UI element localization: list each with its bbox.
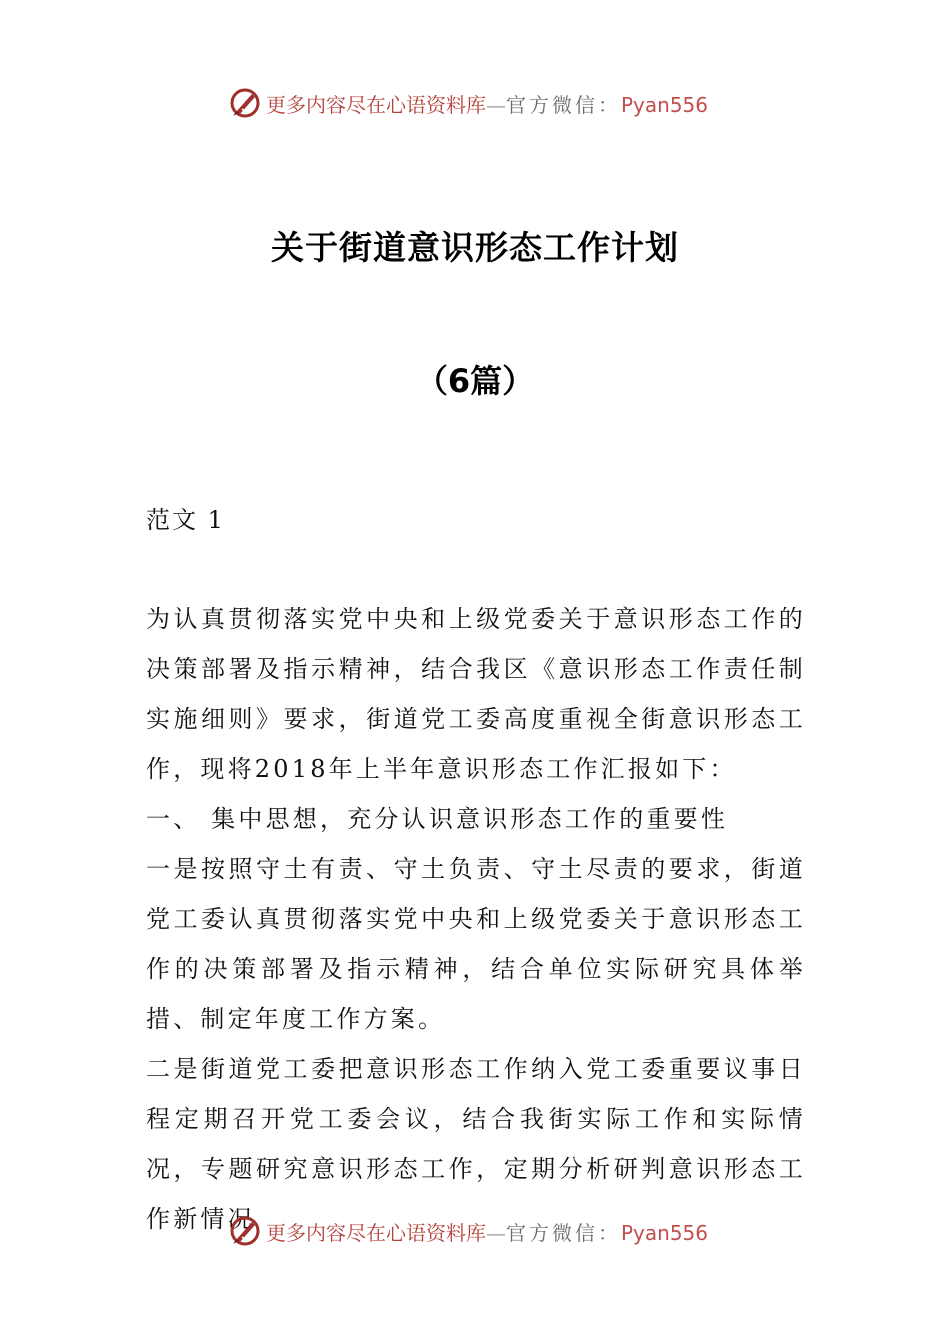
paragraph-intro: 为认真贯彻落实党中央和上级党委关于意识形态工作的决策部署及指示精神，结合我区《意识形态工作责任制实施细则》要求，街道党工委高度重视全街意识形态工作，现将2018年上半年意识形态工作汇报如下： <box>146 605 806 783</box>
watermark-official-label: 官方微信： <box>505 1220 621 1245</box>
watermark-wechat-id: Pyan556 <box>620 92 708 117</box>
watermark-text <box>266 1217 708 1246</box>
watermark-text <box>266 89 708 118</box>
paragraph-point-one: 一是按照守土有责、守土负责、守土尽责的要求，街道党工委认真贯彻落实党中央和上级党委关于意识形态工作的决策部署及指示精神，结合单位实际研究具体举措、制定年度工作方案。 <box>146 855 806 1033</box>
watermark-brand: 更多内容尽在心语资料库 <box>265 92 486 117</box>
document-body <box>146 594 806 1244</box>
paragraph-heading-one: 一、 集中思想，充分认识意识形态工作的重要性 <box>146 805 729 833</box>
header-watermark <box>0 83 950 123</box>
paragraph-point-two: 二是街道党工委把意识形态工作纳入党工委重要议事日程定期召开党工委会议，结合我街实际工作和实际情况，专题研究意识形态工作，定期分析研判意识形态工作新情况 <box>146 1055 806 1233</box>
watermark-dash: — <box>485 92 506 117</box>
watermark-dash: — <box>485 1220 506 1245</box>
pen-logo-icon <box>228 1214 262 1248</box>
section-label: 范文 1 <box>146 506 225 534</box>
watermark-wechat-id: Pyan556 <box>620 1220 708 1245</box>
watermark-brand: 更多内容尽在心语资料库 <box>265 1220 486 1245</box>
document-subtitle: （6篇） <box>415 362 535 400</box>
watermark-official-label: 官方微信： <box>505 92 621 117</box>
footer-watermark <box>0 1211 950 1251</box>
document-title: 关于街道意识形态工作计划 <box>271 228 679 267</box>
pen-logo-icon <box>228 86 262 120</box>
